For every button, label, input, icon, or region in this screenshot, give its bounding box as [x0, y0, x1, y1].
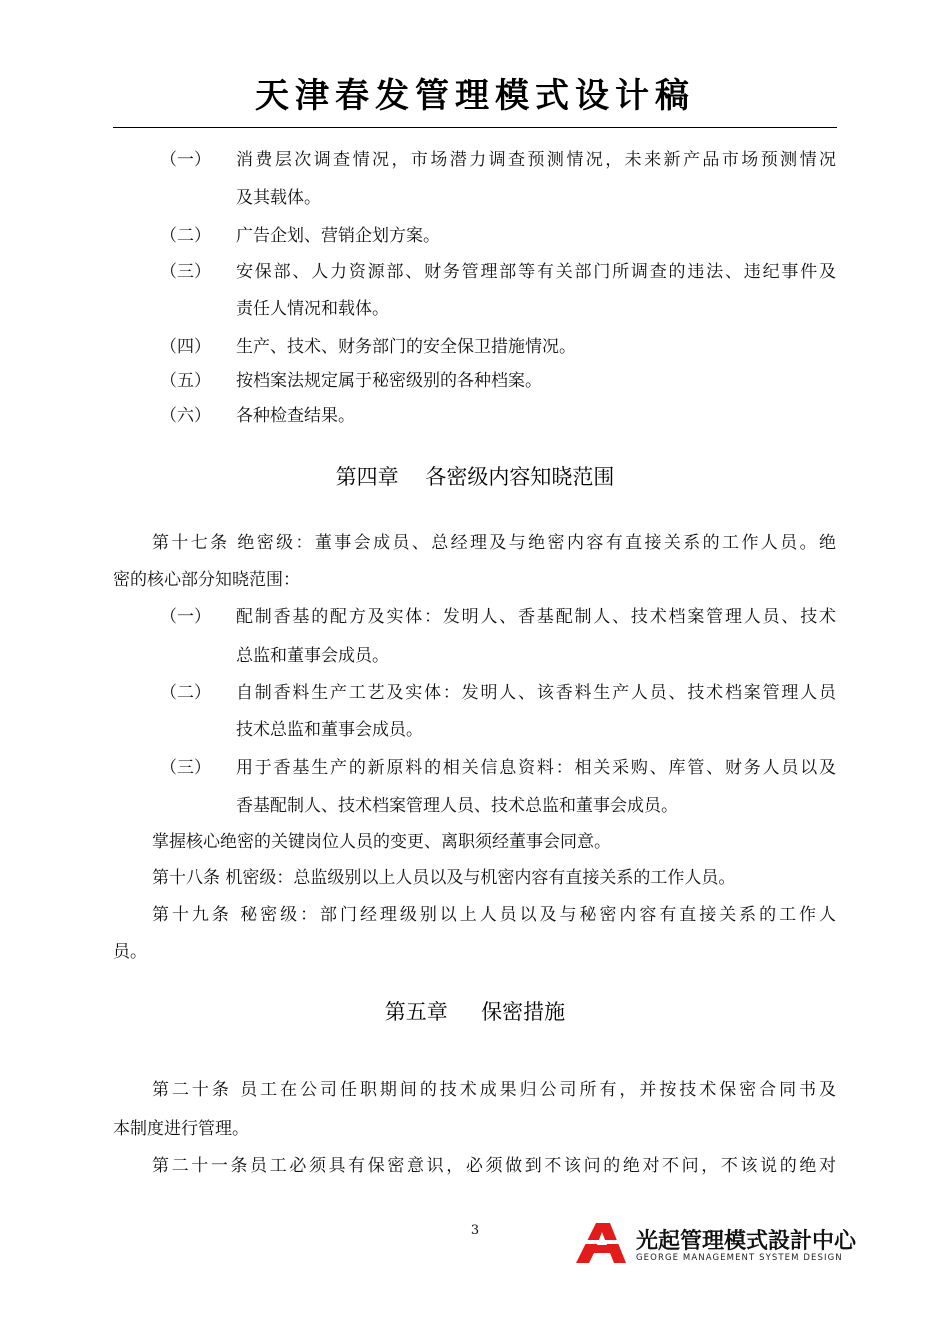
chapter-5-heading: 第五章 保密措施 — [384, 1000, 566, 1024]
list-item-number: （四） — [160, 337, 211, 357]
list-item-number: （一） — [160, 607, 211, 627]
article-17-text-cont: 密的核心部分知晓范围： — [113, 570, 300, 590]
list-item-text-cont: 技术总监和董事会成员。 — [236, 720, 423, 740]
page-number: 3 — [470, 1223, 480, 1238]
article-20-text-cont: 本制度进行管理。 — [113, 1119, 249, 1139]
article-18-text: 第十八条 机密级：总监级别以上人员以及与机密内容有直接关系的工作人员。 — [152, 868, 736, 888]
core-secret-note: 掌握核心绝密的关键岗位人员的变更、离职须经董事会同意。 — [152, 832, 611, 852]
list-item-text: 消费层次调查情况，市场潜力调查预测情况，未来新产品市场预测情况 — [236, 150, 836, 170]
article-19-text: 第十九条 秘密级：部门经理级别以上人员以及与秘密内容有直接关系的工作人 — [152, 905, 836, 925]
list-item-text: 广告企划、营销企划方案。 — [236, 226, 440, 246]
list-item-number: （三） — [160, 262, 211, 282]
logo-chinese-name: 光起管理模式設計中心 — [636, 1229, 857, 1254]
logo-english-name: GEORGE MANAGEMENT SYSTEM DESIGN — [636, 1253, 843, 1263]
list-item-number: （五） — [160, 371, 211, 391]
list-item-text-cont: 及其载体。 — [236, 188, 321, 208]
list-item-number: （六） — [160, 406, 211, 426]
header-divider — [113, 127, 837, 128]
list-item-text-cont: 总监和董事会成员。 — [236, 646, 389, 666]
article-17-text: 第十七条 绝密级：董事会成员、总经理及与绝密内容有直接关系的工作人员。绝 — [152, 533, 836, 553]
list-item-number: （一） — [160, 150, 211, 170]
list-item-text: 生产、技术、财务部门的安全保卫措施情况。 — [236, 337, 576, 357]
article-21-text: 第二十一条员工必须具有保密意识，必须做到不该问的绝对不问，不该说的绝对 — [152, 1156, 836, 1176]
list-item-text: 自制香料生产工艺及实体：发明人、该香料生产人员、技术档案管理人员 — [236, 683, 836, 703]
list-item-text: 各种检查结果。 — [236, 406, 355, 426]
document-header-title: 天津春发管理模式设计稿 — [255, 76, 695, 116]
list-item-text-cont: 责任人情况和载体。 — [236, 299, 389, 319]
chapter-4-heading: 第四章 各密级内容知晓范围 — [335, 465, 615, 489]
list-item-text-cont: 香基配制人、技术档案管理人员、技术总监和董事会成员。 — [236, 796, 678, 816]
list-item-text: 按档案法规定属于秘密级别的各种档案。 — [236, 371, 542, 391]
list-item-number: （二） — [160, 226, 211, 246]
list-item-number: （二） — [160, 683, 211, 703]
list-item-text: 安保部、人力资源部、财务管理部等有关部门所调查的违法、违纪事件及 — [236, 262, 836, 282]
article-20-text: 第二十条 员工在公司任职期间的技术成果归公司所有，并按技术保密合同书及 — [152, 1080, 836, 1100]
company-logo — [574, 1222, 857, 1268]
list-item-text: 用于香基生产的新原料的相关信息资料：相关采购、库管、财务人员以及 — [236, 758, 836, 778]
article-19-text-cont: 员。 — [113, 942, 147, 962]
list-item-text: 配制香基的配方及实体：发明人、香基配制人、技术档案管理人员、技术 — [236, 607, 836, 627]
list-item-number: （三） — [160, 758, 211, 778]
logo-a-icon — [574, 1222, 630, 1264]
